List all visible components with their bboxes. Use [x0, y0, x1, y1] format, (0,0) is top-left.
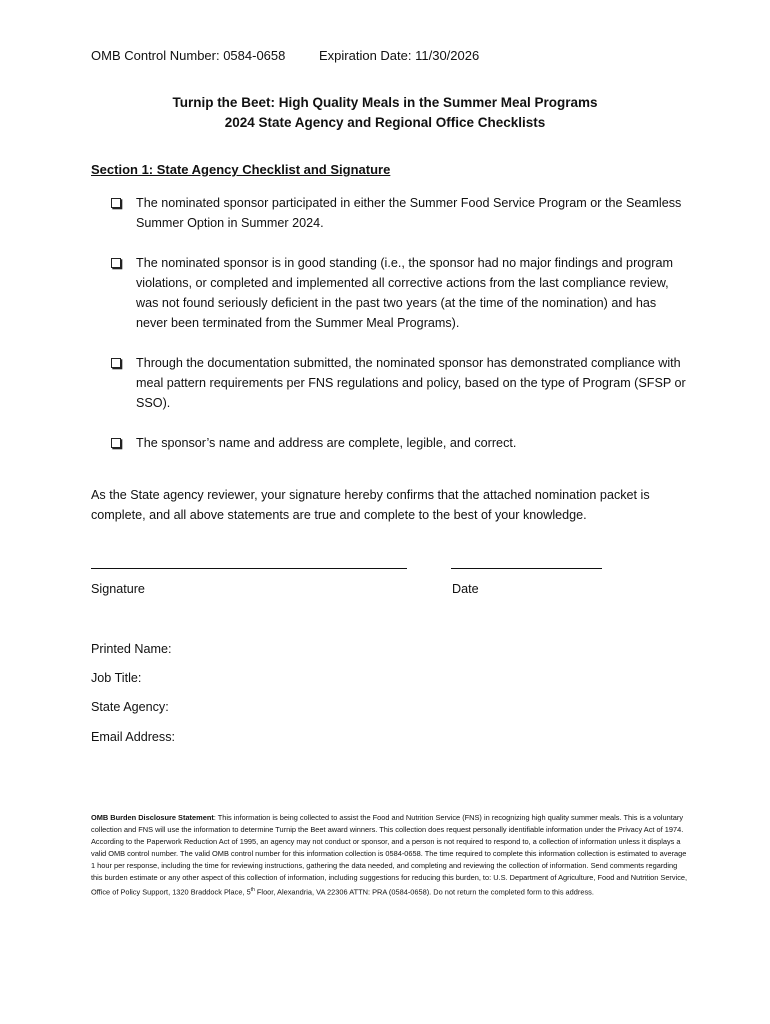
- expiration-date: Expiration Date: 11/30/2026: [319, 48, 480, 63]
- burden-superscript: th: [250, 887, 255, 893]
- checklist: [111, 193, 691, 453]
- checklist-item: [111, 253, 691, 333]
- checklist-item-text: The nominated sponsor is in good standing (i.e., the sponsor had no major findings and program violations, or completed and implemented all corrective actions from the last compliance review, was not found seriously deficient in the past two years (at the time of the nomination) and has never been terminated from the Summer Meal Programs).: [136, 256, 673, 330]
- printed-name-field: Printed Name:: [91, 642, 172, 656]
- burden-text-end: Floor, Alexandria, VA 22306 ATTN: PRA (0584-0658). Do not return the completed form to this address.: [254, 887, 594, 897]
- section-heading: Section 1: State Agency Checklist and Signature: [91, 162, 391, 177]
- checklist-item-text: Through the documentation submitted, the nominated sponsor has demonstrated compliance with meal pattern requirements per FNS regulations and policy, based on the type of Program (SFSP or SSO).: [136, 356, 686, 410]
- checkbox[interactable]: [111, 198, 121, 208]
- burden-label: OMB Burden Disclosure Statement: [91, 813, 214, 822]
- date-label: Date: [452, 582, 479, 596]
- document-subtitle: 2024 State Agency and Regional Office Checklists: [224, 115, 546, 130]
- checklist-item-text: The nominated sponsor participated in either the Summer Food Service Program or the Seamless Summer Option in Summer 2024.: [136, 196, 682, 230]
- checkbox[interactable]: [111, 258, 121, 268]
- job-title-field: Job Title:: [91, 671, 142, 685]
- checklist-item-text: The sponsor’s name and address are complete, legible, and correct.: [136, 436, 517, 450]
- document-title: Turnip the Beet: High Quality Meals in the Summer Meal Programs: [172, 95, 598, 110]
- checklist-item: [111, 433, 691, 453]
- burden-text: : This information is being collected to assist the Food and Nutrition Service (FNS) in recognizing high quality summer meals. This is a voluntary collection and FNS will use the information to determine Turnip the Beet award winners. This collection does request personally identifiable information under the Privacy Act of 1974. According to the Paperwork Reduction Act of 1995, an agency may not conduct or sponsor, and a person is not required to respond to, a collection of information unless it displays a valid OMB control number. The valid OMB control number for this information collection is 0584-0658. The time required to complete this information collection is estimated to average 1 hour per response, including the time for reviewing instructions, gathering the data needed, and completing and reviewing the collection of information. Send comments regarding this burden estimate or any other aspect of this collection of information, including suggestions for reducing this burden, to: U.S. Department of Agriculture, Food and Nutrition Service, Office of Policy Support, 1320 Braddock Place, 5: [91, 813, 688, 897]
- confirmation-statement: As the State agency reviewer, your signature hereby confirms that the attached nomination packet is complete, and all above statements are true and complete to the best of your knowledge.: [91, 488, 650, 522]
- date-line[interactable]: [451, 568, 602, 569]
- burden-disclosure-statement: [91, 812, 689, 898]
- email-address-field: Email Address:: [91, 730, 175, 744]
- omb-control-number: OMB Control Number: 0584-0658: [91, 48, 286, 63]
- state-agency-field: State Agency:: [91, 700, 169, 714]
- signature-line[interactable]: [91, 568, 407, 569]
- checklist-item: [111, 353, 691, 413]
- omb-header: [91, 48, 479, 63]
- checklist-item: [111, 193, 691, 233]
- checkbox[interactable]: [111, 438, 121, 448]
- checkbox[interactable]: [111, 358, 121, 368]
- signature-label: Signature: [91, 582, 145, 596]
